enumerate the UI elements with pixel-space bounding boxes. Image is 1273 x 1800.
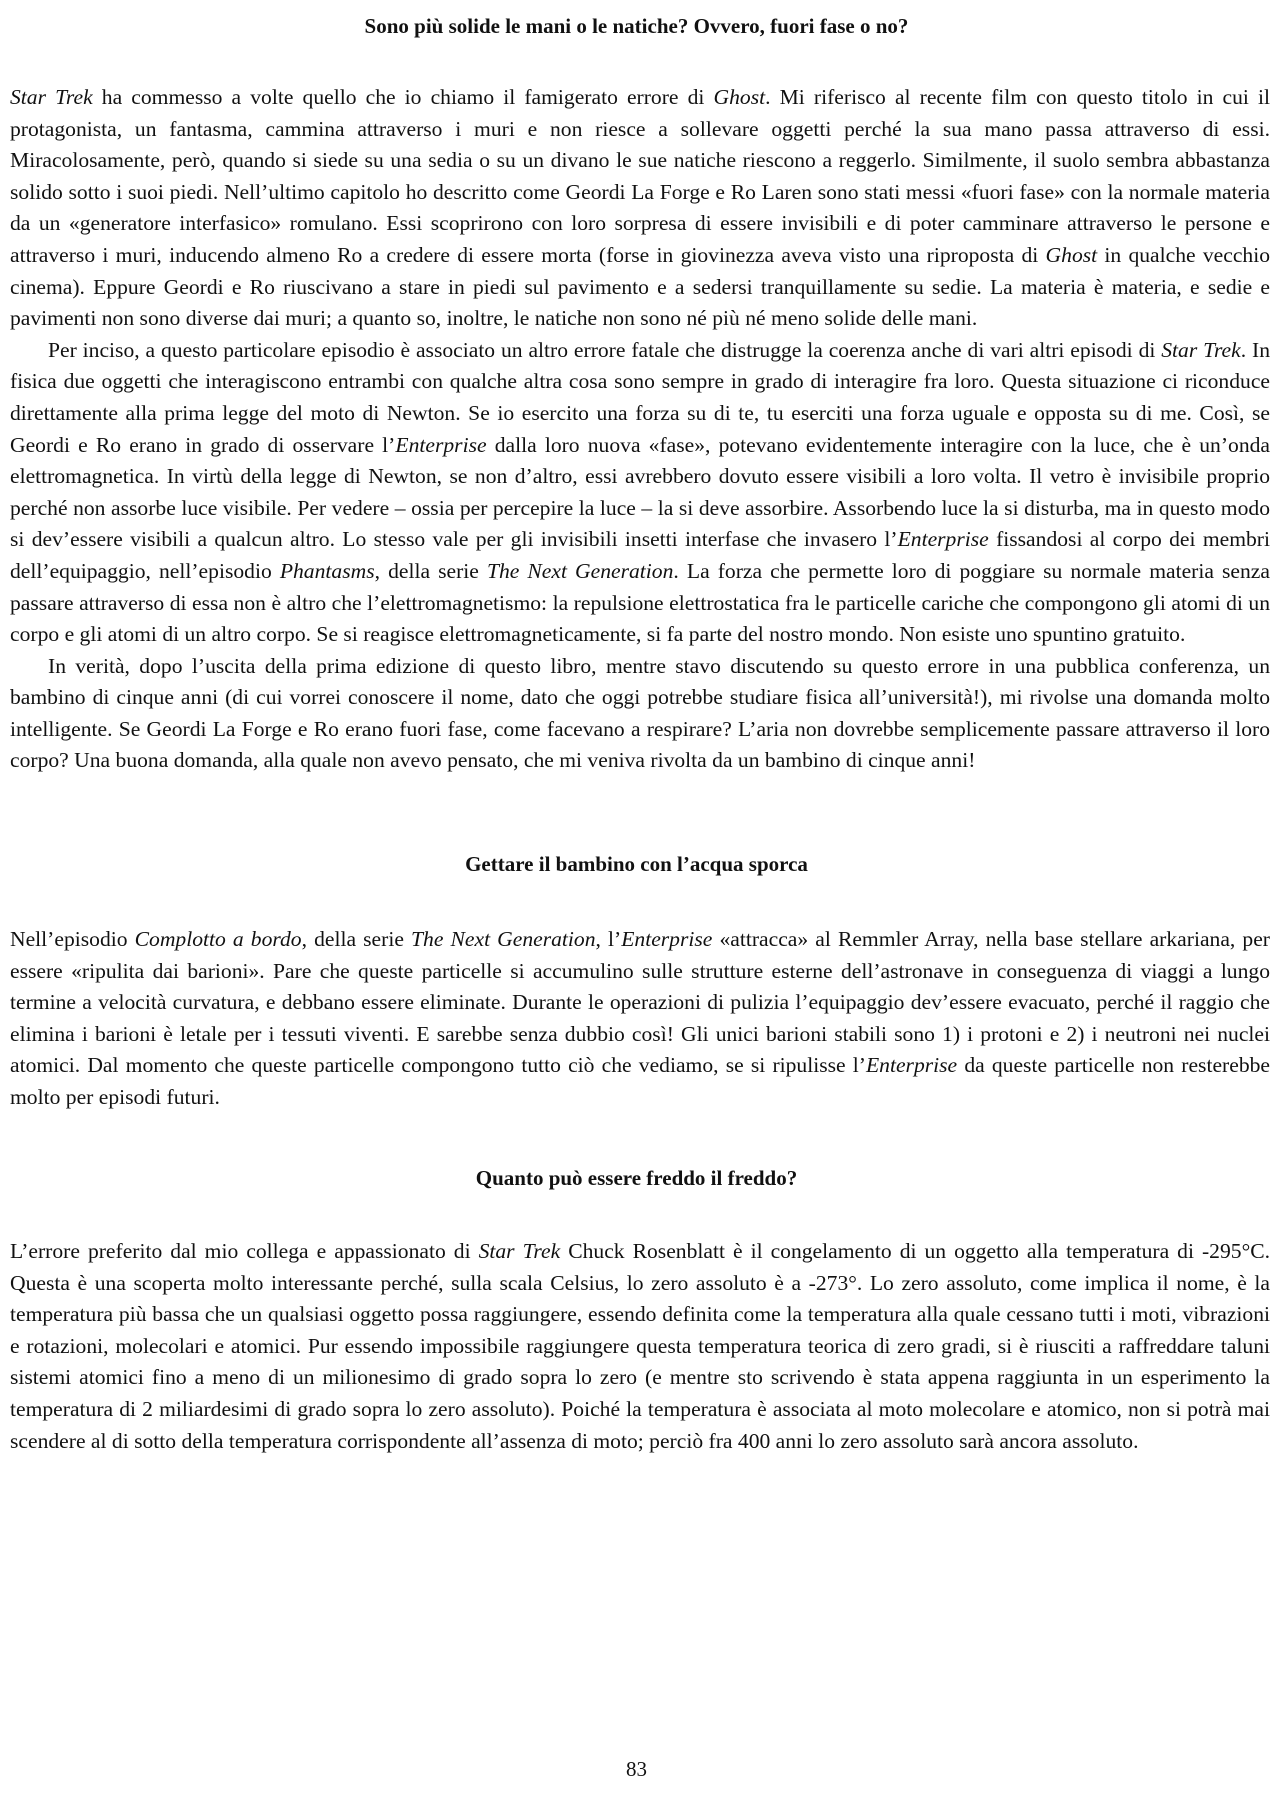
- text-run: Per inciso, a questo particolare episodio è associato un altro errore fatale che distrugge la coerenza anche di vari altri episodi di: [48, 337, 1162, 362]
- page-number: 83: [626, 1757, 647, 1781]
- text-run: , della serie: [374, 558, 487, 583]
- italic-title: Star Trek: [478, 1239, 561, 1263]
- italic-title: The Next Generation: [486, 558, 674, 583]
- italic-title: Ghost: [1045, 242, 1098, 267]
- italic-title: Ghost: [713, 85, 766, 109]
- text-run: da queste particelle non resterebbe molto per episodi futuri.: [10, 1053, 1270, 1109]
- italic-title: Star Trek: [10, 85, 93, 109]
- italic-title: Enterprise: [395, 432, 487, 457]
- text-run: In verità, dopo l’uscita della prima edizione di questo libro, mentre stavo discutendo su questo errore in una pubblica conferenza, un bambino di cinque anni (di cui vorrei conoscere il nome, dato che oggi potrebbe studiare fisica all’università!), mi rivolse una domanda molto intelligente. Se Geordi La Forge e Ro erano fuori fase, come facevano a respirare? L’aria non dovrebbe semplicemente passare attraverso il loro corpo? Una buona domanda, alla quale non avevo pensato, che mi veniva rivolta da un bambino di cinque anni!: [10, 653, 1270, 773]
- paragraph: [10, 924, 1270, 1114]
- paragraph: [10, 335, 1270, 651]
- italic-title: Phantasms: [279, 558, 375, 583]
- italic-title: Enterprise: [621, 927, 713, 951]
- text-run: , l’: [595, 927, 622, 951]
- section-heading: Gettare il bambino con l’acqua sporca: [465, 852, 808, 876]
- italic-title: Enterprise: [897, 527, 989, 552]
- paragraph: [10, 651, 1270, 777]
- text-run: in qualche vecchio cinema). Eppure Geordi e Ro riuscivano a stare in piedi sul pavimento e a sedersi tranquillamente su sedie. La materia è materia, e sedie e pavimenti non sono diverse dai muri; a quanto so, inoltre, le natiche non sono né più né meno solide delle mani.: [10, 242, 1271, 331]
- text-run: dalla loro nuova «fase», potevano evidentemente interagire con la luce, che è un’onda elettromagnetica. In virtù della legge di Newton, se non d’altro, essi avrebbero dovuto essere visibili a loro volta. Il vetro è invisibile proprio perché non assorbe luce visibile. Per vedere – ossia per percepire la luce – la si deve assorbire. Assorbendo luce la si disturba, ma in questo modo si dev’essere visibili a qualcun altro. Lo stesso vale per gli invisibili insetti interfase che invasero l’: [10, 432, 1270, 552]
- text-run: L’errore preferito dal mio collega e appassionato di: [10, 1239, 479, 1263]
- section-body: [10, 924, 1270, 1114]
- text-run: «attracca» al Remmler Array, nella base stellare arkariana, per essere «ripulita dai barioni». Pare che queste particelle si accumulino sulle strutture esterne dell’astronave in conseguenza di viaggi a lungo termine a velocità curvatura, e debbano essere eliminate. Durante le operazioni di pulizia l’equipaggio dev’essere evacuato, perché il raggio che elimina i barioni è letale per i tessuti viventi. E sarebbe senza dubbio così! Gli unici barioni stabili sono 1) i protoni e 2) i neutroni nei nuclei atomici. Dal momento che queste particelle compongono tutto ciò che vediamo, se si ripulisse l’: [10, 927, 1270, 1078]
- paragraph: [10, 1236, 1270, 1457]
- text-run: Chuck Rosenblatt è il congelamento di un oggetto alla temperatura di -295°C. Questa è una scoperta molto interessante perché, sulla scala Celsius, lo zero assoluto è a -273°. Lo zero assoluto, come implica il nome, è la temperatura più bassa che un qualsiasi oggetto possa raggiungere, essendo definita come la temperatura alla quale cessano tutti i moti, vibrazioni e rotazioni, molecolari e atomici. Pur essendo impossibile raggiungere questa temperatura teorica di zero gradi, si è riusciti a raffreddare taluni sistemi atomici fino a meno di un milionesimo di grado sopra lo zero (e mentre sto scrivendo è stata appena raggiunta in un esperimento la temperatura di 2 miliardesimi di grado sopra lo zero assoluto). Poiché la temperatura è associata al moto molecolare e atomico, non si potrà mai scendere al di sotto della temperatura corrispondente all’assenza di moto; perciò fra 400 anni lo zero assoluto sarà ancora assoluto.: [10, 1239, 1271, 1453]
- text-run: fissandosi al corpo dei membri dell’equipaggio, nell’episodio: [10, 527, 1270, 583]
- italic-title: Enterprise: [865, 1053, 958, 1078]
- text-run: . In fisica due oggetti che interagiscono entrambi con qualche altra cosa sono sempre in grado di interagire fra loro. Questa situazione ci riconduce direttamente alla prima legge del moto di Newton. Se io esercito una forza su di te, tu eserciti una forza uguale e opposta su di me. Così, se Geordi e Ro erano in grado di osservare l’: [10, 337, 1270, 457]
- section-body: [10, 82, 1270, 777]
- section-heading: Sono più solide le mani o le natiche? Ovvero, fuori fase o no?: [364, 14, 909, 38]
- italic-title: Star Trek: [1161, 337, 1241, 362]
- paragraph: [10, 82, 1270, 335]
- text-run: . La forza che permette loro di poggiare su normale materia senza passare attraverso di essa non è altro che l’elettromagnetismo: la repulsione elettrostatica fra le particelle cariche che compongono gli atomi di un corpo e gli atomi di un altro corpo. Se si reagisce elettromagneticamente, si fa parte del nostro mondo. Non esiste uno spuntino gratuito.: [10, 558, 1270, 647]
- text-run: ha commesso a volte quello che io chiamo il famigerato errore di: [92, 85, 714, 109]
- section-body: [10, 1236, 1270, 1457]
- italic-title: The Next Generation: [411, 927, 596, 951]
- text-run: Nell’episodio: [10, 927, 135, 951]
- text-run: , della serie: [301, 927, 412, 951]
- section-heading: Quanto può essere freddo il freddo?: [475, 1166, 798, 1190]
- italic-title: Complotto a bordo: [134, 927, 302, 951]
- text-run: . Mi riferisco al recente film con questo titolo in cui il protagonista, un fantasma, cammina attraverso i muri e non riesce a sollevare oggetti perché la sua mano passa attraverso di essi. Miracolosamente, però, quando si siede su una sedia o su un divano le sue natiche riescono a reggerlo. Similmente, il suolo sembra abbastanza solido sotto i suoi piedi. Nell’ultimo capitolo ho descritto come Geordi La Forge e Ro Laren sono stati messi «fuori fase» con la normale materia da un «generatore interfasico» romulano. Essi scoprirono con loro sorpresa di essere invisibili e di poter camminare attraverso le persone e attraverso i muri, inducendo almeno Ro a credere di essere morta (forse in giovinezza aveva visto una riproposta di: [10, 85, 1271, 267]
